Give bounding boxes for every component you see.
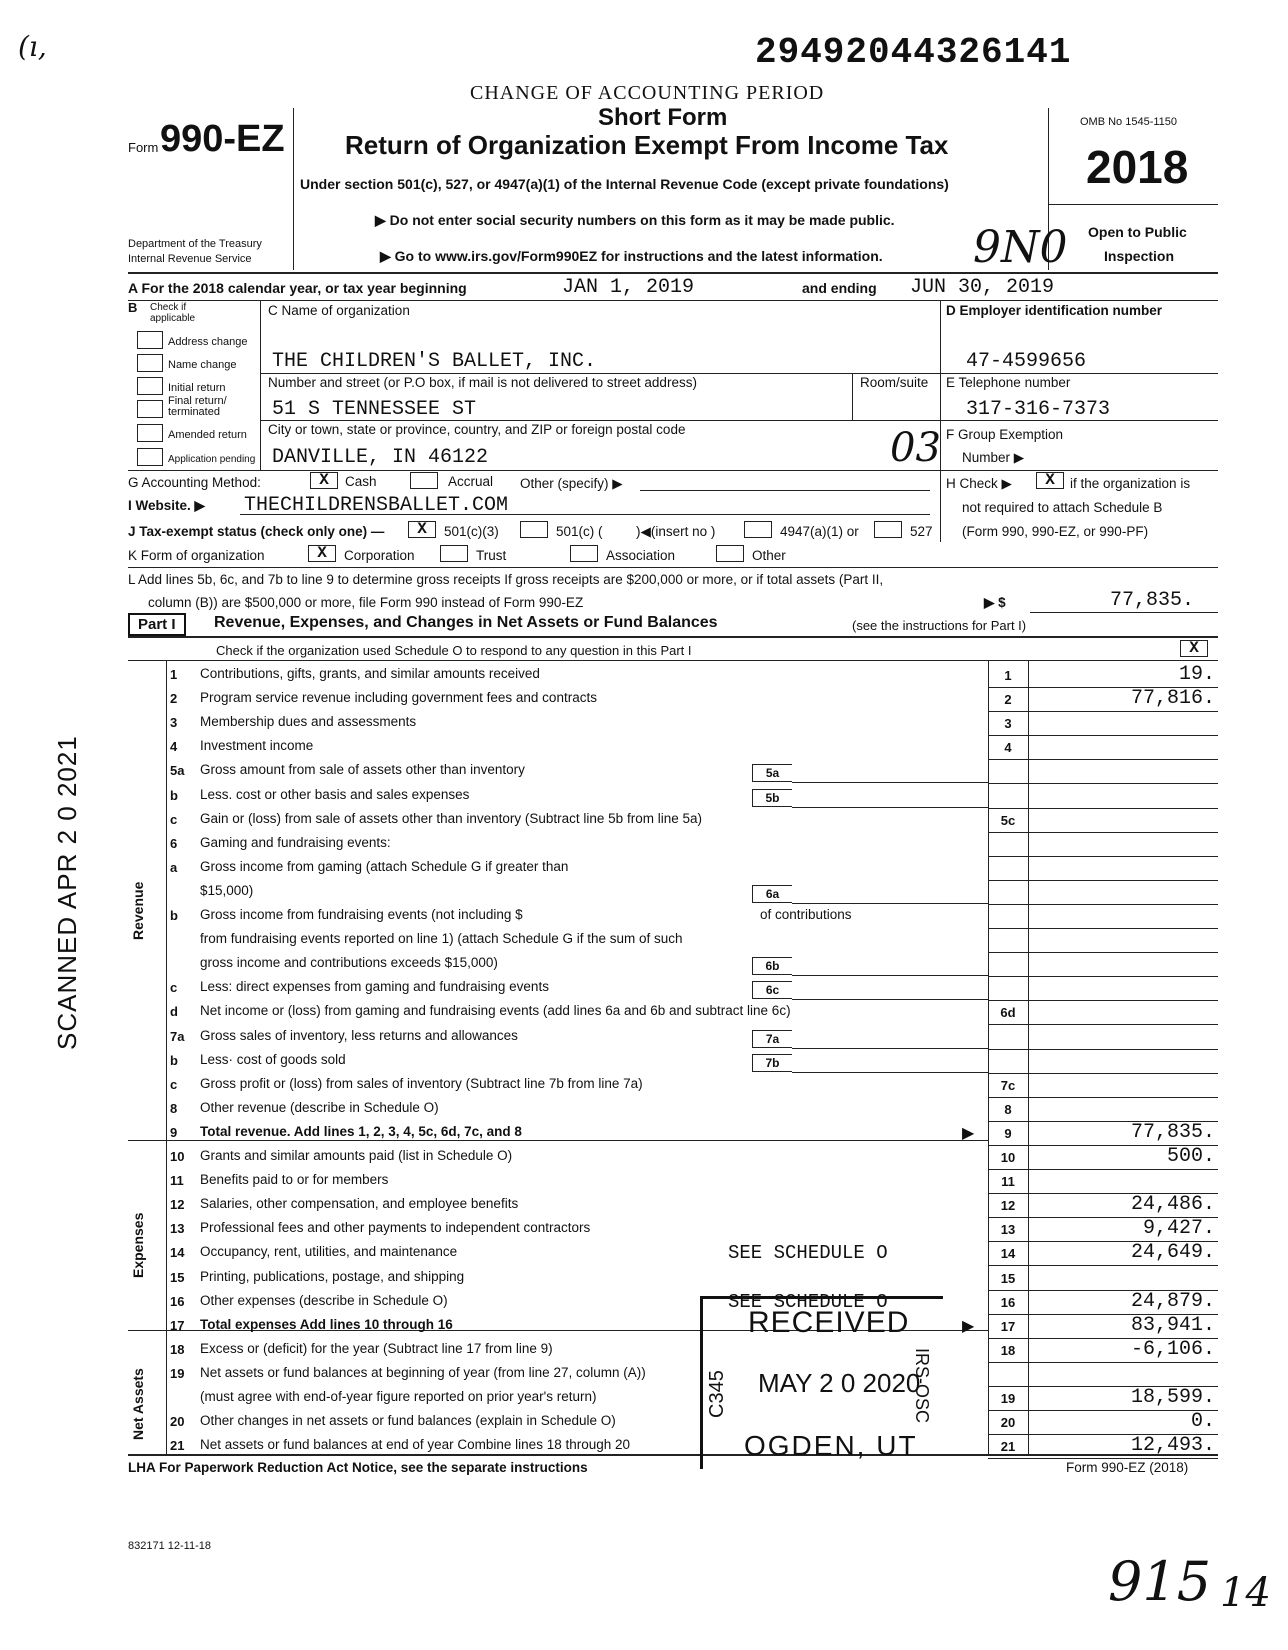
501c-checkbox[interactable] [520,521,548,538]
sub-line-field [792,1048,988,1049]
row-rule [988,856,1218,857]
line-amount: 19. [1178,663,1215,686]
line-box-number: 19 [1000,1391,1016,1406]
street-label: Number and street (or P.O box, if mail is not delivered to street address) [268,375,697,390]
sub-line-box: 7b [752,1054,792,1072]
row-rule [988,1410,1218,1411]
line-number: 21 [170,1438,185,1453]
received-stamp-text: RECEIVED [748,1306,910,1339]
line-number: 6 [170,836,178,851]
line-box-number: 21 [1000,1439,1016,1454]
line-l-text1: L Add lines 5b, 6c, and 7b to line 9 to determine gross receipts If gross receipts are $200,000 or more, or if total assets (Part II, [128,572,884,587]
line-box-number: 14 [1000,1246,1016,1261]
line-box-number: 7c [1000,1078,1016,1093]
row-rule [988,711,1218,712]
name-change-label: Name change [168,359,237,371]
corporation-checkbox[interactable]: X [308,545,336,562]
website-label: I Website. ▶ [128,498,205,513]
check-if-label: Check if [150,302,187,313]
line-box-number: 3 [1004,716,1012,731]
part-title: Revenue, Expenses, and Changes in Net Assets or Fund Balances [214,614,718,631]
name-of-organization-label: C Name of organization [268,303,410,318]
line-l-text2: column (B)) are $500,000 or more, file Form 990 instead of Form 990-EZ [148,595,584,610]
line-number: 10 [170,1149,185,1164]
line-number: c [170,1077,178,1092]
row-rule [988,1169,1218,1170]
line-box-number: 9 [1004,1126,1012,1141]
name-change-checkbox[interactable] [137,354,163,372]
line-description: Gross profit or (loss) from sales of inventory (Subtract line 7b from line 7a) [200,1076,643,1091]
received-stamp-city: OGDEN, UT [744,1430,918,1461]
line-box-number: 10 [1000,1150,1016,1165]
line-number: 17 [170,1318,185,1333]
line-number: 3 [170,715,178,730]
handwritten-number: 915 [1108,1550,1212,1613]
accrual-label: Accrual [448,474,494,489]
received-stamp-left-code: C345 [706,1370,728,1418]
gross-receipts-amount: 77,835. [1110,589,1195,612]
ein-value: 47-4599656 [966,350,1087,373]
line-description: Gross income from gaming (attach Schedule G if greater than [200,859,569,874]
row-rule [988,735,1218,736]
omb-number: OMB No 1545-1150 [1080,116,1178,128]
line-number: c [170,812,178,827]
group-exemption-number-label: Number ▶ [962,450,1025,465]
form-prefix: Form [128,140,159,155]
line-description: Less. cost or other basis and sales expenses [200,787,470,802]
other-org-label: Other [752,548,786,563]
line-box-number: 16 [1000,1295,1016,1310]
line-box-number: 1 [1004,668,1012,683]
sub-line-box: 6a [752,885,792,903]
insert-no-label: )◀(insert no ) [636,524,716,539]
line-description: Grants and similar amounts paid (list in Schedule O) [200,1148,513,1163]
schedule-o-checkbox[interactable]: X [1180,640,1208,657]
city-state-zip: DANVILLE, IN 46122 [272,446,489,469]
form-of-organization-label: K Form of organization [128,548,265,563]
address-change-label: Address change [168,336,248,348]
applicable-label: applicable [150,313,196,324]
website-value: THECHILDRENSBALLET.COM [244,494,509,517]
ssn-notice: ▶ Do not enter social security numbers on this form as it may be made public. [375,212,895,228]
tax-year-end: JUN 30, 2019 [910,276,1055,299]
tax-year-begin: JAN 1, 2019 [562,276,695,299]
group-exemption-label: F Group Exemption [946,427,1064,442]
and-ending-label: and ending [802,280,877,296]
line-description: Gaming and fundraising events: [200,835,391,850]
line-number: 16 [170,1294,185,1309]
dept-line1: Department of the Treasury [128,238,262,250]
line-description: (must agree with end-of-year figure reported on prior year's return) [200,1389,597,1404]
527-checkbox[interactable] [874,521,902,538]
line-box-number: 13 [1000,1222,1016,1237]
sub-line-box: 6c [752,981,792,999]
line-number: 13 [170,1221,185,1236]
line-amount: 77,816. [1130,687,1215,710]
final-return-label: Final return/ terminated [168,395,227,418]
line-description: Net income or (loss) from gaming and fundraising events (add lines 6a and 6b and subtract line 6c) [200,1003,791,1018]
line-description: Membership dues and assessments [200,714,417,729]
line-description: Program service revenue including government fees and contracts [200,690,597,705]
line-number: 9 [170,1125,178,1140]
row-rule [988,1000,1218,1001]
cash-checkbox[interactable]: X [310,472,338,489]
line-description: Net assets or fund balances at end of year Combine lines 18 through 20 [200,1437,631,1452]
part-label: Part I [128,613,186,636]
h-check-label: H Check ▶ [946,476,1012,491]
corporation-label: Corporation [344,548,415,563]
initial-return-checkbox[interactable] [137,377,163,395]
line-description: Less· cost of goods sold [200,1052,346,1067]
net-assets-side-label: Net Assets [130,1368,146,1440]
line-description: Contributions, gifts, grants, and similar amounts received [200,666,540,681]
line-box-number: 5c [1000,813,1016,828]
line-box-number: 20 [1000,1415,1016,1430]
line-number: d [170,1004,178,1019]
line-number: 19 [170,1366,185,1381]
line-number: b [170,908,178,923]
schedule-b-checkbox[interactable]: X [1036,472,1064,489]
sub-line-field [792,903,988,904]
line-description: Benefits paid to or for members [200,1172,389,1187]
row-rule [988,832,1218,833]
room-suite-label: Room/suite [860,375,929,390]
handwritten-initials: 9N0 [973,222,1068,273]
application-pending-checkbox[interactable] [137,448,163,466]
line-description: Total revenue. Add lines 1, 2, 3, 4, 5c, 6d, 7c, and 8 [200,1124,522,1139]
line-number: a [170,860,178,875]
line-box-number: 2 [1004,692,1012,707]
line-amount: 83,941. [1130,1314,1215,1337]
line-extra-text: of contributions [760,907,852,922]
line-number: 7a [170,1029,185,1044]
line-description: Printing, publications, postage, and shipping [200,1269,465,1284]
row-rule [988,808,1218,809]
line-description: Other changes in net assets or fund balances (explain in Schedule O) [200,1413,616,1428]
row-rule [988,904,1218,905]
line-description: Gain or (loss) from sale of assets other than inventory (Subtract line 5b from line 5a) [200,811,702,826]
line-number: 8 [170,1101,178,1116]
amended-return-label: Amended return [168,429,247,441]
city-label: City or town, state or province, country, and ZIP or foreign postal code [268,422,686,437]
open-to-public: Open to Public [1088,224,1187,240]
row-rule [988,1097,1218,1098]
line-box-number: 8 [1004,1102,1012,1117]
row-rule [988,928,1218,929]
document-locator-number: 29492044326141 [755,32,1072,73]
telephone-value: 317-316-7373 [966,398,1111,421]
line-description: Gross sales of inventory, less returns and allowances [200,1028,518,1043]
line-description: Professional fees and other payments to independent contractors [200,1220,591,1235]
line-number: 2 [170,691,178,706]
sub-line-field [792,807,988,808]
line-amount: 24,879. [1130,1290,1215,1313]
line-amount: -6,106. [1130,1338,1215,1361]
line-number: b [170,1053,178,1068]
tax-exempt-status-label: J Tax-exempt status (check only one) — [128,524,385,539]
association-checkbox[interactable] [570,545,598,562]
sub-line-field [792,1072,988,1073]
line-amount: 24,649. [1130,1241,1215,1264]
revenue-side-label: Revenue [130,881,146,940]
scanned-stamp: SCANNED APR 2 0 2021 [52,735,82,1050]
line-a-label: A For the 2018 calendar year, or tax year beginning [128,280,467,296]
street-address: 51 S TENNESSEE ST [272,398,477,421]
line-amount: 18,599. [1130,1386,1215,1409]
line-number: 15 [170,1270,185,1285]
line-box-number: 4 [1004,740,1012,755]
tax-year: 2018 [1086,141,1189,193]
line-number: 18 [170,1342,185,1357]
organization-name: THE CHILDREN'S BALLET, INC. [272,350,597,373]
line-amount: 77,835. [1130,1121,1215,1144]
line-amount: 9,427. [1142,1217,1215,1240]
line-box-number: 11 [1001,1174,1015,1189]
527-label: 527 [910,524,933,539]
initial-return-label: Initial return [168,382,226,394]
schedule-note: SEE SCHEDULE O [728,1291,888,1313]
line-description: Salaries, other compensation, and employee benefits [200,1196,519,1211]
line-number: 4 [170,739,178,754]
received-stamp-right-code: IRS-OSC [912,1348,932,1424]
form-name: 990-EZ [160,118,285,160]
row-rule [988,759,1218,760]
irs-link-notice: ▶ Go to www.irs.gov/Form990EZ for instructions and the latest information. [380,248,883,264]
line-number: c [170,980,178,995]
line-number: 5a [170,763,185,778]
row-rule [988,783,1218,784]
line-description: Excess or (deficit) for the year (Subtract line 17 from line 9) [200,1341,553,1356]
form-code: 832171 12-11-18 [128,1540,211,1552]
h-text-1: if the organization is [1070,476,1191,491]
line-description: Other revenue (describe in Schedule O) [200,1100,439,1115]
4947-label: 4947(a)(1) or [780,524,859,539]
501c3-label: 501(c)(3) [444,524,499,539]
row-rule [988,1458,1218,1459]
sub-line-field [792,999,988,1000]
cash-label: Cash [345,474,377,489]
sub-line-field [792,975,988,976]
schedule-note: SEE SCHEDULE O [728,1242,888,1264]
application-pending-label: Application pending [168,454,256,465]
expenses-side-label: Expenses [130,1212,146,1278]
line-number: 20 [170,1414,185,1429]
sub-line-box: 5b [752,789,792,807]
line-amount: 12,493. [1130,1434,1215,1457]
line-box-number: 15 [1000,1271,1016,1286]
change-accounting-period: CHANGE OF ACCOUNTING PERIOD [470,82,825,104]
sub-line-box: 7a [752,1030,792,1048]
part-note: (see the instructions for Part I) [852,618,1027,633]
telephone-label: E Telephone number [946,375,1071,390]
line-description: Gross amount from sale of assets other than inventory [200,762,525,777]
line-number: 1 [170,667,178,682]
line-number: 14 [170,1245,185,1260]
line-description: Less: direct expenses from gaming and fundraising events [200,979,549,994]
line-l-arrow: ▶ $ [984,595,1006,610]
form-subtitle: Under section 501(c), 527, or 4947(a)(1) of the Internal Revenue Code (except private foundations) [300,176,949,192]
line-box-number: 6d [1000,1005,1016,1020]
total-arrow-icon: ▶ [962,1318,975,1335]
row-rule [988,976,1218,977]
line-description: from fundraising events reported on line 1) (attach Schedule G if the sum of such [200,931,683,946]
accounting-method-label: G Accounting Method: [128,475,261,490]
row-rule [988,1049,1218,1050]
accrual-checkbox[interactable] [410,472,438,489]
ein-label: D Employer identification number [946,303,1163,318]
dept-line2: Internal Revenue Service [128,253,252,265]
line-amount: 500. [1166,1145,1215,1168]
amended-return-checkbox[interactable] [137,424,163,442]
row-rule [988,1265,1218,1266]
corner-handwriting: (ı, [18,30,47,63]
sub-line-field [792,782,988,783]
row-rule [988,880,1218,881]
line-number: 12 [170,1197,185,1212]
501c3-checkbox[interactable]: X [408,521,436,538]
line-box-number: 12 [1000,1198,1016,1213]
line-number: 11 [170,1173,184,1188]
4947-checkbox[interactable] [744,521,772,538]
line-description: Total expenses Add lines 10 through 16 [200,1317,453,1332]
line-amount: 0. [1190,1410,1215,1433]
sub-line-box: 6b [752,957,792,975]
line-description: gross income and contributions exceeds $15,000) [200,955,498,970]
other-method-label: Other (specify) ▶ [520,476,623,491]
501c-label: 501(c) ( [556,524,603,539]
line-description: $15,000) [200,883,254,898]
address-change-checkbox[interactable] [137,331,163,349]
row-rule [988,1362,1218,1363]
received-stamp-date: MAY 2 0 2020 [758,1368,921,1398]
handwritten-number-2: 14 [1220,1570,1271,1616]
sub-line-box: 5a [752,764,792,782]
row-rule [988,1073,1218,1074]
form-reference: Form 990-EZ (2018) [1066,1460,1189,1475]
trust-checkbox[interactable] [440,545,468,562]
line-description: Gross income from fundraising events (not including $ [200,907,523,922]
line-description: Occupancy, rent, utilities, and maintenance [200,1244,458,1259]
row-rule [988,952,1218,953]
association-label: Association [606,548,676,563]
section-b-letter: B [128,300,138,315]
form-title: Return of Organization Exempt From Income Tax [345,130,949,160]
line-box-number: 18 [1000,1343,1016,1358]
inspection: Inspection [1104,248,1175,264]
line-description: Other expenses (describe in Schedule O) [200,1293,448,1308]
trust-label: Trust [476,548,507,563]
final-return-checkbox[interactable] [137,400,163,418]
schedule-o-check-text: Check if the organization used Schedule O to respond to any question in this Part I [216,643,692,658]
line-amount: 24,486. [1130,1193,1215,1216]
h-text-3: (Form 990, 990-EZ, or 990-PF) [962,524,1149,539]
other-org-checkbox[interactable] [716,545,744,562]
line-number: b [170,788,178,803]
handwritten-code: 03 [890,425,941,471]
short-form-label: Short Form [598,104,728,131]
h-text-2: not required to attach Schedule B [962,500,1163,515]
lha-notice: LHA For Paperwork Reduction Act Notice, see the separate instructions [128,1460,588,1475]
row-rule [988,1024,1218,1025]
total-arrow-icon: ▶ [962,1125,975,1142]
line-description: Investment income [200,738,314,753]
line-description: Net assets or fund balances at beginning of year (from line 27, column (A)) [200,1365,646,1380]
line-box-number: 17 [1000,1319,1016,1334]
